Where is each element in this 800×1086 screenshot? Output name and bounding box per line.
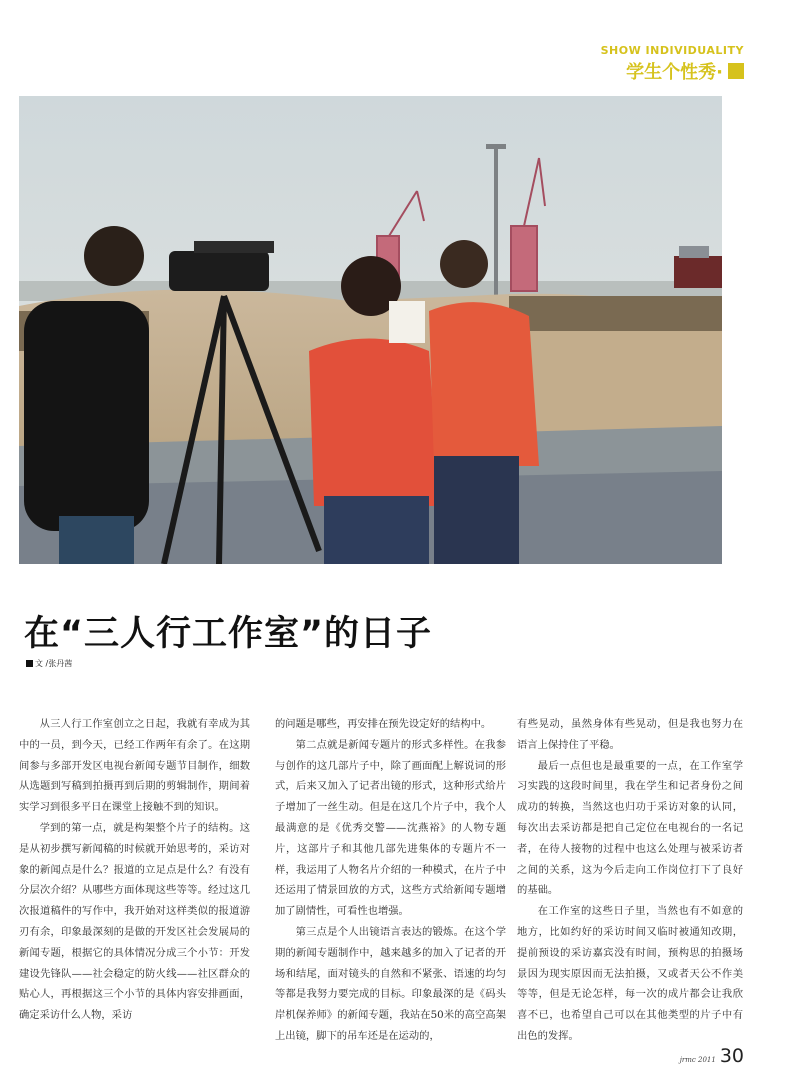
text-column-2 [275, 714, 506, 1047]
article-title: 在“三人行工作室”的日子 [24, 614, 433, 654]
paragraph: 的问题是哪些，再安排在预先设定好的结构中。 [275, 718, 492, 730]
paragraph: 有些晃动，虽然身体有些晃动，但是我也努力在语言上保持住了平稳。 [517, 718, 743, 751]
page-folio [680, 1045, 744, 1067]
text-column-1 [19, 714, 250, 1026]
paragraph: 从三人行工作室创立之日起，我就有幸成为其中的一员，到今天，已经工作两年有余了。在这期间参与多部开发区电视台新闻专题节目制作，细数从选题到写稿到拍摄再到后期的剪辑制作，期间着实学习到很多平日在课堂上接触不到的知识。 [19, 718, 250, 814]
paragraph: 第三点是个人出镜语言表达的锻炼。在这个学期的新闻专题制作中，越来越多的加入了记者的开场和结尾，面对镜头的自然和不紧张、语速的均匀等都是我努力要完成的目标。印象最深的是《码头岸机保养师》的新闻专题，我站在50米的高空高架上出镜，脚下的吊车还是在运动的， [275, 925, 506, 1042]
section-header-english: SHOW INDIVIDUALITY [600, 44, 744, 57]
byline-marker-icon [26, 660, 33, 667]
interview-photo [19, 96, 722, 564]
section-header-chinese: 学生个性秀· [626, 62, 723, 83]
paragraph: 第二点就是新闻专题片的形式多样性。在我参与创作的这几部片子中，除了画面配上解说词的形式，后来又加入了记者出镜的形式，这种形式给片子增加了一丝生动。但是在这几个片子中，我个人最满意的是《优秀交警——沈燕裕》的人物专题片，这部片子和其他几部先进集体的专题片不一样，我运用了人物名片介绍的一种模式，在片子中还运用了情景回放的方式，这些方式给新闻专题增加了剧情性，可看性也增强。 [275, 738, 506, 918]
paragraph: 最后一点但也是最重要的一点，在工作室学习实践的这段时间里，我在学生和记者身份之间成功的转换，当然这也归功于采访对象的认同，每次出去采访都是把自己定位在电视台的一名记者，在待人接物的过程中也这么处理与被采访者之间的关系，这为今后走向工作岗位打下了良好的基础。 [517, 759, 743, 897]
yellow-square-icon [728, 63, 744, 79]
issue-label: jrmc 2011 [679, 1056, 716, 1064]
page-number: 30 [719, 1045, 744, 1067]
paragraph: 在工作室的这些日子里，当然也有不如意的地方，比如约好的采访时间又临时被通知改期，提前预设的采访嘉宾没有时间，预构思的拍摄场景因为现实原因而无法拍摄，又或者天公不作美等等，但是无论怎样，每一次的成片都会让我欣喜不已，也希望自己可以在其他类型的片子中有出色的发挥。 [517, 905, 743, 1042]
paragraph: 学到的第一点，就是构架整个片子的结构。这是从初步撰写新闻稿的时候就开始思考的，采访对象的新闻点是什么？报道的立足点是什么？有没有分层次介绍？从哪些方面体现这些等等。经过这几次报道稿件的写作中，我开始对这样类似的报道游刃有余，印象最深刻的是做的开发区社会发展局的新闻专题，根据它的具体情况分成三个小节：开发建设先锋队——社会稳定的防火线——社区群众的贴心人，再根据这三个小节的具体内容安排画面，确定采访什么人物，采访 [19, 821, 250, 1022]
byline-text: 文 /张丹茜 [35, 659, 73, 668]
byline [26, 658, 72, 669]
section-header [601, 44, 744, 84]
section-header-chinese-row [601, 58, 744, 84]
text-column-3 [517, 714, 743, 1047]
